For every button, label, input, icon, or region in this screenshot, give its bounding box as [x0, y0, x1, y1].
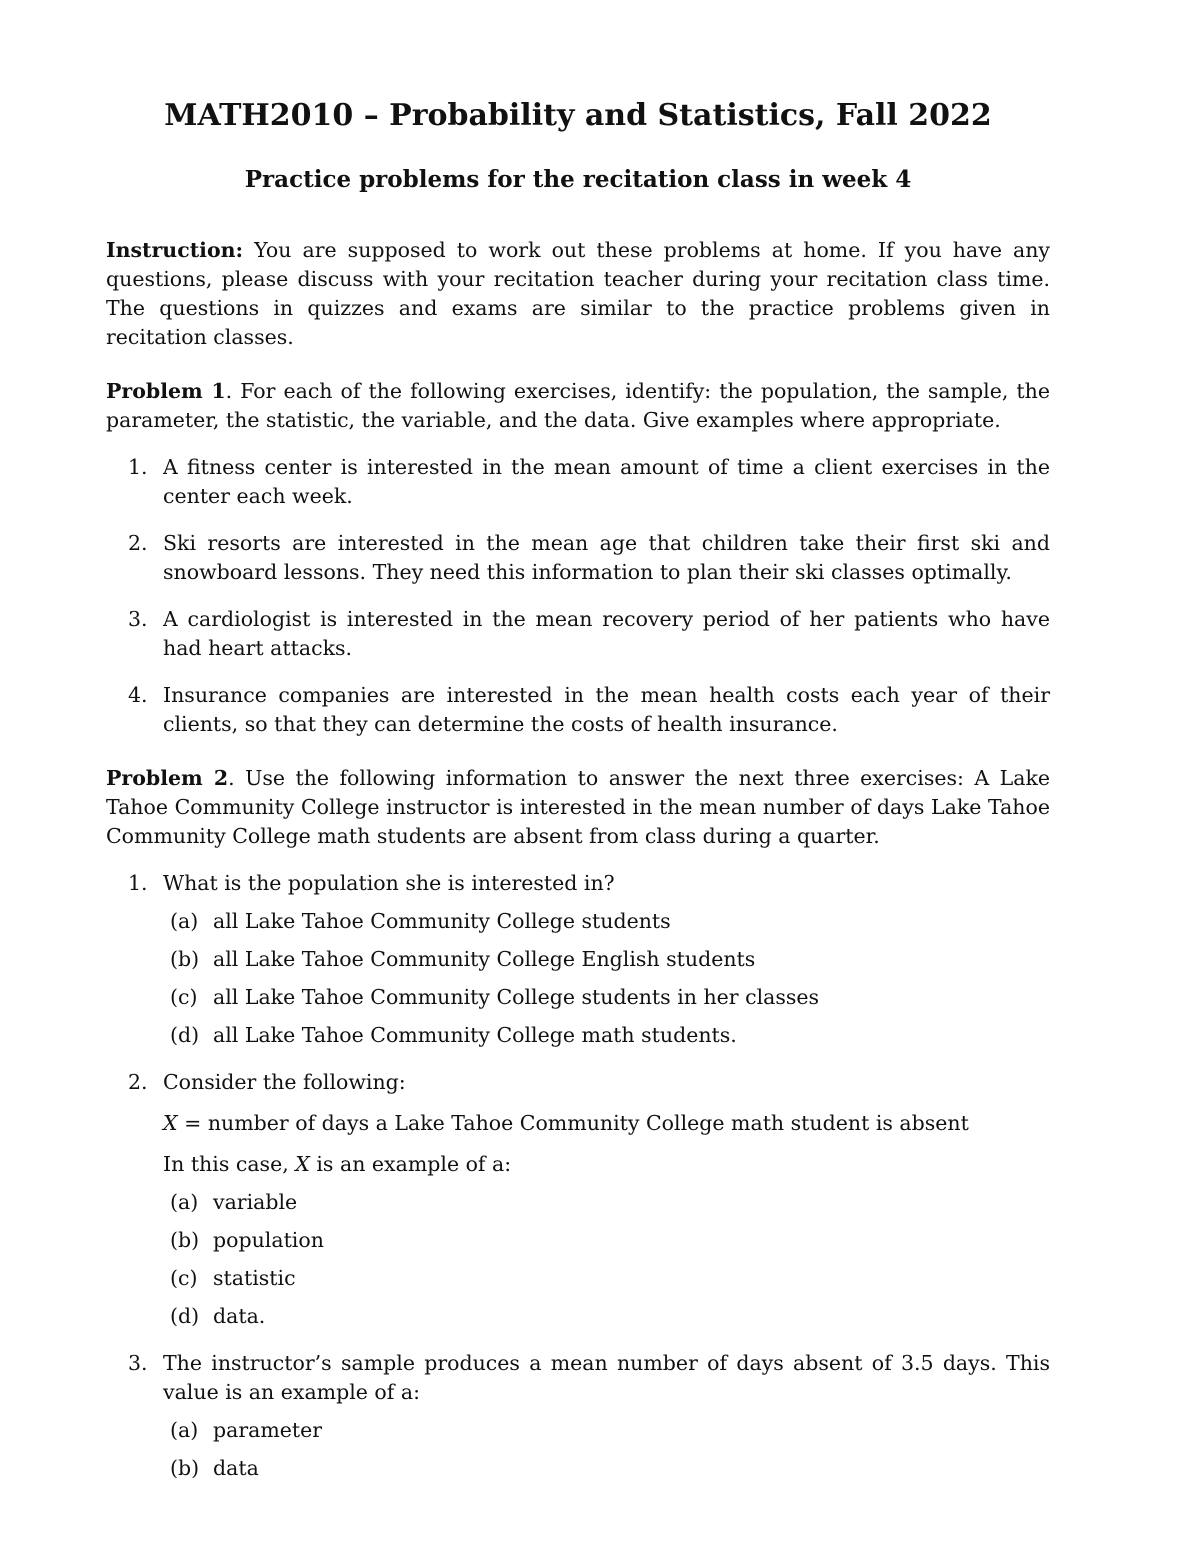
item-text: Ski resorts are interested in the mean age that children take their first ski and snowboard lessons. They need this information to plan their ski classes optimally. — [163, 531, 1050, 584]
question-3 — [106, 1349, 1050, 1483]
option-item — [163, 945, 1050, 974]
problem-1-label: Problem 1 — [106, 379, 226, 403]
item-number: 3. — [128, 607, 148, 631]
item-number: 1. — [128, 871, 148, 895]
instruction-label: Instruction: — [106, 238, 244, 262]
item-number: 2. — [128, 1070, 148, 1094]
item-text: Insurance companies are interested in the mean health costs each year of their clients, so that they can determine the costs of health insurance. — [163, 683, 1050, 736]
document-page — [106, 96, 1050, 1501]
problem-2-statement — [106, 764, 1050, 851]
variable-x: X — [295, 1152, 310, 1176]
option-item — [163, 1264, 1050, 1293]
problem-2-text: . Use the following information to answer the next three exercises: A Lake Tahoe Community College instructor is interested in the mean number of days Lake Tahoe Community College math students are absent from class during a quarter. — [106, 766, 1050, 848]
problem-1-statement — [106, 377, 1050, 435]
option-label: (c) — [170, 1266, 198, 1290]
instruction-text: You are supposed to work out these problems at home. If you have any questions, please discuss with your recitation teacher during your recitation class time. The questions in quizzes and exams are similar to the practice problems given in recitation classes. — [106, 238, 1050, 349]
item-text: A fitness center is interested in the mean amount of time a client exercises in the center each week. — [163, 455, 1050, 508]
option-item — [163, 983, 1050, 1012]
question-2-options — [163, 1188, 1050, 1331]
problem-2-label: Problem 2 — [106, 766, 229, 790]
option-text: parameter — [213, 1418, 323, 1442]
list-item — [106, 529, 1050, 587]
item-number: 1. — [128, 455, 148, 479]
question-1 — [106, 869, 1050, 1050]
option-text: population — [213, 1228, 324, 1252]
option-label: (a) — [170, 909, 199, 933]
problem-1 — [106, 377, 1050, 739]
option-item — [163, 1302, 1050, 1331]
option-label: (a) — [170, 1418, 199, 1442]
option-item — [163, 907, 1050, 936]
list-item — [106, 681, 1050, 739]
option-label: (b) — [170, 1456, 200, 1480]
option-text: statistic — [213, 1266, 296, 1290]
item-number: 2. — [128, 531, 148, 555]
question-text: What is the population she is interested in? — [163, 871, 615, 895]
instruction-paragraph — [106, 236, 1050, 352]
option-text: data. — [213, 1304, 266, 1328]
option-item — [163, 1226, 1050, 1255]
option-text: data — [213, 1456, 259, 1480]
option-item — [163, 1188, 1050, 1217]
option-item — [163, 1416, 1050, 1445]
option-label: (b) — [170, 947, 200, 971]
problem-2-list — [106, 869, 1050, 1483]
definition-line — [163, 1109, 1050, 1138]
case-pre: In this case, — [163, 1152, 296, 1176]
question-text: The instructor’s sample produces a mean number of days absent of 3.5 days. This value is an example of a: — [163, 1351, 1050, 1404]
option-text: variable — [213, 1190, 298, 1214]
option-text: all Lake Tahoe Community College English students — [213, 947, 756, 971]
option-text: all Lake Tahoe Community College math students. — [213, 1023, 737, 1047]
option-item — [163, 1021, 1050, 1050]
variable-x: X — [163, 1111, 178, 1135]
item-number: 4. — [128, 683, 148, 707]
option-text: all Lake Tahoe Community College students — [213, 909, 671, 933]
problem-1-list — [106, 453, 1050, 739]
problem-1-text: . For each of the following exercises, identify: the population, the sample, the parameter, the statistic, the variable, and the data. Give examples where appropriate. — [106, 379, 1050, 432]
item-text: A cardiologist is interested in the mean recovery period of her patients who have had heart attacks. — [163, 607, 1050, 660]
case-post: is an example of a: — [309, 1152, 512, 1176]
option-label: (b) — [170, 1228, 200, 1252]
list-item — [106, 605, 1050, 663]
document-subtitle: Practice problems for the recitation class in week 4 — [244, 166, 912, 193]
option-item — [163, 1454, 1050, 1483]
item-number: 3. — [128, 1351, 148, 1375]
question-text: Consider the following: — [163, 1070, 406, 1094]
question-1-options — [163, 907, 1050, 1050]
problem-2 — [106, 764, 1050, 1483]
document-title: MATH2010 – Probability and Statistics, Fall 2022 — [164, 98, 992, 133]
case-line — [163, 1150, 1050, 1179]
list-item — [106, 453, 1050, 511]
option-label: (d) — [170, 1023, 200, 1047]
option-label: (c) — [170, 985, 198, 1009]
question-2 — [106, 1068, 1050, 1331]
option-text: all Lake Tahoe Community College students in her classes — [213, 985, 820, 1009]
definition-text: = number of days a Lake Tahoe Community College math student is absent — [177, 1111, 969, 1135]
option-label: (d) — [170, 1304, 200, 1328]
question-3-options — [163, 1416, 1050, 1483]
option-label: (a) — [170, 1190, 199, 1214]
